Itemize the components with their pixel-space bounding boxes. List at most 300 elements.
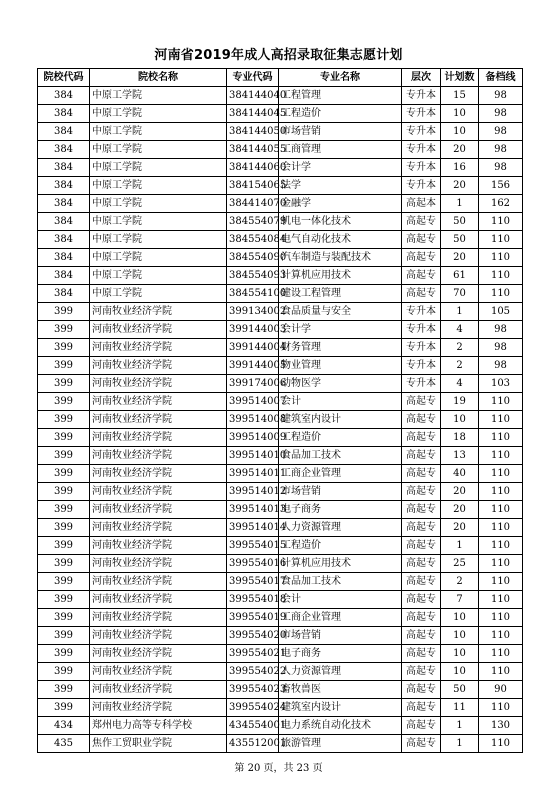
table-row <box>38 465 523 483</box>
cell-major-name: 食品质量与安全 <box>279 303 402 321</box>
table-row <box>38 321 523 339</box>
cell-plan-count: 2 <box>441 339 479 357</box>
cell-file-score: 98 <box>479 357 523 375</box>
cell-major-code: 399514014 <box>227 519 279 537</box>
table-row <box>38 645 523 663</box>
cell-file-score: 110 <box>479 699 523 717</box>
cell-plan-count: 20 <box>441 141 479 159</box>
cell-file-score: 110 <box>479 555 523 573</box>
cell-file-score: 98 <box>479 321 523 339</box>
cell-school-code: 399 <box>38 303 90 321</box>
cell-major-name: 动物医学 <box>279 375 402 393</box>
table-row <box>38 393 523 411</box>
cell-plan-count: 50 <box>441 213 479 231</box>
cell-file-score: 110 <box>479 249 523 267</box>
table-row <box>38 483 523 501</box>
cell-major-code: 384554090 <box>227 249 279 267</box>
cell-school-code: 399 <box>38 375 90 393</box>
cell-school-code: 384 <box>38 141 90 159</box>
cell-major-code: 399134002 <box>227 303 279 321</box>
cell-level: 高起专 <box>402 681 441 699</box>
cell-plan-count: 1 <box>441 735 479 753</box>
cell-level: 专升本 <box>402 357 441 375</box>
cell-major-name: 食品加工技术 <box>279 573 402 591</box>
cell-major-code: 384144050 <box>227 123 279 141</box>
cell-major-name: 机电一体化技术 <box>279 213 402 231</box>
cell-major-code: 399514013 <box>227 501 279 519</box>
cell-major-code: 435512001 <box>227 735 279 753</box>
cell-school-code: 399 <box>38 663 90 681</box>
cell-major-name: 工程造价 <box>279 537 402 555</box>
cell-file-score: 110 <box>479 447 523 465</box>
cell-major-code: 399514012 <box>227 483 279 501</box>
cell-major-code: 399514010 <box>227 447 279 465</box>
cell-plan-count: 10 <box>441 123 479 141</box>
cell-plan-count: 11 <box>441 699 479 717</box>
cell-school-name: 中原工学院 <box>90 87 227 105</box>
cell-school-code: 399 <box>38 357 90 375</box>
cell-school-name: 河南牧业经济学院 <box>90 357 227 375</box>
cell-level: 高起专 <box>402 447 441 465</box>
cell-school-code: 399 <box>38 699 90 717</box>
table-row <box>38 609 523 627</box>
cell-file-score: 98 <box>479 105 523 123</box>
cell-level: 高起专 <box>402 663 441 681</box>
cell-school-code: 399 <box>38 519 90 537</box>
cell-major-name: 金融学 <box>279 195 402 213</box>
cell-school-name: 河南牧业经济学院 <box>90 537 227 555</box>
cell-file-score: 110 <box>479 537 523 555</box>
cell-major-name: 食品加工技术 <box>279 447 402 465</box>
cell-plan-count: 20 <box>441 519 479 537</box>
cell-school-code: 434 <box>38 717 90 735</box>
cell-major-code: 384144040 <box>227 87 279 105</box>
cell-level: 高起专 <box>402 231 441 249</box>
cell-school-name: 河南牧业经济学院 <box>90 501 227 519</box>
cell-major-name: 工商管理 <box>279 141 402 159</box>
cell-level: 专升本 <box>402 123 441 141</box>
cell-major-name: 计算机应用技术 <box>279 555 402 573</box>
cell-major-code: 399144003 <box>227 321 279 339</box>
cell-major-code: 384554084 <box>227 231 279 249</box>
cell-school-name: 中原工学院 <box>90 267 227 285</box>
cell-school-code: 399 <box>38 429 90 447</box>
table-row <box>38 735 523 753</box>
cell-school-code: 399 <box>38 339 90 357</box>
cell-file-score: 110 <box>479 501 523 519</box>
cell-file-score: 110 <box>479 609 523 627</box>
cell-major-name: 电力系统自动化技术 <box>279 717 402 735</box>
cell-school-code: 399 <box>38 447 90 465</box>
header-plan-count: 计划数 <box>441 69 479 87</box>
cell-school-name: 河南牧业经济学院 <box>90 699 227 717</box>
cell-school-name: 河南牧业经济学院 <box>90 483 227 501</box>
cell-file-score: 98 <box>479 141 523 159</box>
cell-major-code: 384144060 <box>227 159 279 177</box>
table-row <box>38 699 523 717</box>
cell-major-code: 399514011 <box>227 465 279 483</box>
cell-level: 高起专 <box>402 555 441 573</box>
cell-plan-count: 20 <box>441 177 479 195</box>
cell-major-code: 399554017 <box>227 573 279 591</box>
cell-plan-count: 19 <box>441 393 479 411</box>
cell-level: 高起专 <box>402 393 441 411</box>
cell-major-code: 399514009 <box>227 429 279 447</box>
table-row <box>38 663 523 681</box>
table-body <box>38 87 523 753</box>
table-row <box>38 717 523 735</box>
cell-school-code: 384 <box>38 195 90 213</box>
cell-plan-count: 4 <box>441 375 479 393</box>
cell-plan-count: 15 <box>441 87 479 105</box>
cell-school-name: 郑州电力高等专科学校 <box>90 717 227 735</box>
cell-level: 专升本 <box>402 375 441 393</box>
cell-file-score: 110 <box>479 429 523 447</box>
cell-level: 高起专 <box>402 591 441 609</box>
cell-school-code: 399 <box>38 393 90 411</box>
cell-file-score: 110 <box>479 231 523 249</box>
cell-major-code: 384554093 <box>227 267 279 285</box>
cell-level: 高起专 <box>402 699 441 717</box>
cell-school-code: 399 <box>38 321 90 339</box>
cell-school-code: 399 <box>38 609 90 627</box>
cell-major-name: 电子商务 <box>279 501 402 519</box>
cell-plan-count: 2 <box>441 357 479 375</box>
table-row <box>38 537 523 555</box>
cell-level: 专升本 <box>402 339 441 357</box>
cell-school-name: 中原工学院 <box>90 159 227 177</box>
cell-school-name: 河南牧业经济学院 <box>90 393 227 411</box>
cell-major-code: 399554015 <box>227 537 279 555</box>
cell-file-score: 110 <box>479 483 523 501</box>
admission-plan-table <box>37 68 523 753</box>
table-row <box>38 141 523 159</box>
cell-school-name: 中原工学院 <box>90 213 227 231</box>
cell-plan-count: 20 <box>441 483 479 501</box>
cell-school-name: 河南牧业经济学院 <box>90 321 227 339</box>
table-row <box>38 285 523 303</box>
cell-major-code: 399554024 <box>227 699 279 717</box>
table-row <box>38 591 523 609</box>
cell-school-code: 399 <box>38 501 90 519</box>
cell-school-code: 384 <box>38 159 90 177</box>
cell-major-name: 工商企业管理 <box>279 609 402 627</box>
cell-school-code: 384 <box>38 87 90 105</box>
page-title: 河南省2019年成人高招录取征集志愿计划 <box>154 48 403 63</box>
cell-school-code: 399 <box>38 573 90 591</box>
table-row <box>38 627 523 645</box>
cell-major-code: 384144045 <box>227 105 279 123</box>
cell-school-code: 399 <box>38 627 90 645</box>
cell-school-name: 河南牧业经济学院 <box>90 411 227 429</box>
cell-major-name: 建筑室内设计 <box>279 699 402 717</box>
cell-plan-count: 50 <box>441 681 479 699</box>
cell-plan-count: 10 <box>441 663 479 681</box>
cell-major-code: 399144004 <box>227 339 279 357</box>
cell-school-name: 河南牧业经济学院 <box>90 375 227 393</box>
cell-plan-count: 1 <box>441 717 479 735</box>
cell-school-name: 河南牧业经济学院 <box>90 681 227 699</box>
cell-file-score: 110 <box>479 213 523 231</box>
cell-major-code: 399554020 <box>227 627 279 645</box>
cell-major-name: 电子商务 <box>279 645 402 663</box>
cell-file-score: 110 <box>479 735 523 753</box>
cell-level: 高起专 <box>402 645 441 663</box>
cell-level: 高起专 <box>402 429 441 447</box>
cell-major-name: 会计学 <box>279 321 402 339</box>
cell-school-name: 中原工学院 <box>90 231 227 249</box>
cell-school-name: 河南牧业经济学院 <box>90 303 227 321</box>
cell-school-name: 河南牧业经济学院 <box>90 591 227 609</box>
cell-school-code: 399 <box>38 591 90 609</box>
cell-level: 高起专 <box>402 519 441 537</box>
cell-major-name: 建设工程管理 <box>279 285 402 303</box>
table-row <box>38 177 523 195</box>
cell-level: 高起专 <box>402 627 441 645</box>
cell-level: 专升本 <box>402 303 441 321</box>
cell-major-name: 财务管理 <box>279 339 402 357</box>
cell-school-code: 384 <box>38 231 90 249</box>
cell-school-code: 399 <box>38 465 90 483</box>
cell-plan-count: 13 <box>441 447 479 465</box>
table-row <box>38 267 523 285</box>
cell-file-score: 110 <box>479 267 523 285</box>
cell-file-score: 90 <box>479 681 523 699</box>
table-header-row <box>38 69 523 87</box>
cell-major-code: 399554021 <box>227 645 279 663</box>
cell-level: 专升本 <box>402 177 441 195</box>
cell-school-code: 399 <box>38 645 90 663</box>
cell-major-name: 人力资源管理 <box>279 663 402 681</box>
header-major-code: 专业代码 <box>227 69 279 87</box>
cell-school-name: 中原工学院 <box>90 123 227 141</box>
cell-major-name: 工程造价 <box>279 105 402 123</box>
cell-level: 高起专 <box>402 537 441 555</box>
table-row <box>38 501 523 519</box>
cell-file-score: 156 <box>479 177 523 195</box>
table-row <box>38 555 523 573</box>
cell-file-score: 105 <box>479 303 523 321</box>
cell-major-name: 法学 <box>279 177 402 195</box>
cell-file-score: 130 <box>479 717 523 735</box>
cell-plan-count: 61 <box>441 267 479 285</box>
cell-major-code: 399554016 <box>227 555 279 573</box>
table-row <box>38 303 523 321</box>
cell-major-code: 399554019 <box>227 609 279 627</box>
cell-school-name: 河南牧业经济学院 <box>90 609 227 627</box>
cell-school-code: 384 <box>38 105 90 123</box>
table-row <box>38 573 523 591</box>
cell-level: 高起专 <box>402 465 441 483</box>
cell-level: 高起专 <box>402 285 441 303</box>
cell-school-name: 焦作工贸职业学院 <box>90 735 227 753</box>
cell-plan-count: 10 <box>441 627 479 645</box>
cell-major-code: 399554022 <box>227 663 279 681</box>
cell-level: 高起专 <box>402 249 441 267</box>
cell-level: 专升本 <box>402 141 441 159</box>
cell-plan-count: 2 <box>441 573 479 591</box>
cell-plan-count: 18 <box>441 429 479 447</box>
cell-plan-count: 1 <box>441 303 479 321</box>
cell-school-code: 384 <box>38 213 90 231</box>
cell-school-name: 河南牧业经济学院 <box>90 627 227 645</box>
cell-school-code: 384 <box>38 267 90 285</box>
cell-plan-count: 1 <box>441 195 479 213</box>
cell-plan-count: 70 <box>441 285 479 303</box>
cell-level: 高起专 <box>402 609 441 627</box>
table-row <box>38 375 523 393</box>
cell-level: 专升本 <box>402 159 441 177</box>
table-row <box>38 195 523 213</box>
cell-school-name: 河南牧业经济学院 <box>90 645 227 663</box>
cell-major-name: 人力资源管理 <box>279 519 402 537</box>
cell-school-name: 中原工学院 <box>90 177 227 195</box>
table-row <box>38 357 523 375</box>
table-row <box>38 447 523 465</box>
cell-school-name: 河南牧业经济学院 <box>90 519 227 537</box>
cell-major-code: 384554079 <box>227 213 279 231</box>
table-row <box>38 213 523 231</box>
cell-school-name: 中原工学院 <box>90 285 227 303</box>
table-row <box>38 231 523 249</box>
cell-school-name: 河南牧业经济学院 <box>90 339 227 357</box>
cell-major-name: 计算机应用技术 <box>279 267 402 285</box>
cell-plan-count: 7 <box>441 591 479 609</box>
cell-level: 高起专 <box>402 735 441 753</box>
cell-file-score: 110 <box>479 519 523 537</box>
table-row <box>38 249 523 267</box>
cell-file-score: 110 <box>479 393 523 411</box>
cell-file-score: 98 <box>479 159 523 177</box>
cell-level: 高起专 <box>402 267 441 285</box>
cell-major-code: 399174006 <box>227 375 279 393</box>
cell-school-code: 384 <box>38 285 90 303</box>
page-footer: 第 20 页，共 23 页 <box>234 763 323 774</box>
cell-major-name: 旅游管理 <box>279 735 402 753</box>
cell-major-name: 会计 <box>279 591 402 609</box>
cell-plan-count: 20 <box>441 501 479 519</box>
cell-plan-count: 10 <box>441 609 479 627</box>
table-row <box>38 519 523 537</box>
cell-school-name: 河南牧业经济学院 <box>90 663 227 681</box>
cell-file-score: 110 <box>479 411 523 429</box>
cell-file-score: 110 <box>479 663 523 681</box>
cell-major-name: 畜牧兽医 <box>279 681 402 699</box>
cell-school-code: 399 <box>38 537 90 555</box>
cell-major-name: 工程管理 <box>279 87 402 105</box>
cell-level: 高起专 <box>402 573 441 591</box>
cell-school-name: 中原工学院 <box>90 195 227 213</box>
cell-major-name: 市场营销 <box>279 123 402 141</box>
cell-plan-count: 10 <box>441 411 479 429</box>
cell-major-code: 399144005 <box>227 357 279 375</box>
cell-major-code: 384144055 <box>227 141 279 159</box>
cell-school-code: 399 <box>38 483 90 501</box>
cell-level: 高起专 <box>402 717 441 735</box>
header-school-name: 院校名称 <box>90 69 227 87</box>
cell-plan-count: 16 <box>441 159 479 177</box>
cell-major-code: 384154065 <box>227 177 279 195</box>
header-major-name: 专业名称 <box>279 69 402 87</box>
cell-file-score: 103 <box>479 375 523 393</box>
cell-school-name: 中原工学院 <box>90 105 227 123</box>
cell-level: 高起专 <box>402 213 441 231</box>
cell-major-code: 399514007 <box>227 393 279 411</box>
cell-file-score: 110 <box>479 627 523 645</box>
cell-major-name: 工商企业管理 <box>279 465 402 483</box>
cell-file-score: 162 <box>479 195 523 213</box>
cell-major-code: 399514008 <box>227 411 279 429</box>
cell-major-name: 市场营销 <box>279 627 402 645</box>
cell-major-code: 434554001 <box>227 717 279 735</box>
cell-major-code: 384554100 <box>227 285 279 303</box>
table-row <box>38 339 523 357</box>
table-row <box>38 429 523 447</box>
cell-plan-count: 4 <box>441 321 479 339</box>
cell-school-name: 中原工学院 <box>90 249 227 267</box>
cell-major-name: 物业管理 <box>279 357 402 375</box>
cell-level: 专升本 <box>402 105 441 123</box>
cell-school-name: 中原工学院 <box>90 141 227 159</box>
cell-level: 高起专 <box>402 501 441 519</box>
cell-school-name: 河南牧业经济学院 <box>90 447 227 465</box>
cell-major-name: 会计 <box>279 393 402 411</box>
header-level: 层次 <box>402 69 441 87</box>
cell-level: 专升本 <box>402 321 441 339</box>
cell-plan-count: 10 <box>441 105 479 123</box>
cell-school-code: 384 <box>38 123 90 141</box>
cell-school-code: 399 <box>38 555 90 573</box>
cell-major-name: 汽车制造与装配技术 <box>279 249 402 267</box>
cell-plan-count: 1 <box>441 537 479 555</box>
cell-level: 高起专 <box>402 411 441 429</box>
cell-major-code: 384414070 <box>227 195 279 213</box>
cell-school-name: 河南牧业经济学院 <box>90 573 227 591</box>
cell-school-name: 河南牧业经济学院 <box>90 465 227 483</box>
table-row <box>38 105 523 123</box>
cell-file-score: 98 <box>479 339 523 357</box>
cell-level: 高起专 <box>402 483 441 501</box>
cell-school-name: 河南牧业经济学院 <box>90 555 227 573</box>
table-row <box>38 681 523 699</box>
cell-major-code: 399554018 <box>227 591 279 609</box>
cell-major-name: 工程造价 <box>279 429 402 447</box>
cell-file-score: 110 <box>479 591 523 609</box>
cell-major-code: 399554023 <box>227 681 279 699</box>
cell-file-score: 110 <box>479 645 523 663</box>
cell-school-code: 399 <box>38 681 90 699</box>
cell-school-code: 384 <box>38 249 90 267</box>
cell-plan-count: 25 <box>441 555 479 573</box>
table-row <box>38 411 523 429</box>
table-row <box>38 123 523 141</box>
cell-file-score: 98 <box>479 123 523 141</box>
cell-level: 高起本 <box>402 195 441 213</box>
cell-plan-count: 50 <box>441 231 479 249</box>
cell-major-name: 市场营销 <box>279 483 402 501</box>
table-row <box>38 87 523 105</box>
cell-plan-count: 40 <box>441 465 479 483</box>
cell-file-score: 110 <box>479 573 523 591</box>
cell-file-score: 110 <box>479 465 523 483</box>
cell-plan-count: 10 <box>441 645 479 663</box>
header-school-code: 院校代码 <box>38 69 90 87</box>
cell-school-code: 435 <box>38 735 90 753</box>
cell-school-code: 384 <box>38 177 90 195</box>
cell-level: 专升本 <box>402 87 441 105</box>
cell-school-name: 河南牧业经济学院 <box>90 429 227 447</box>
table-row <box>38 159 523 177</box>
